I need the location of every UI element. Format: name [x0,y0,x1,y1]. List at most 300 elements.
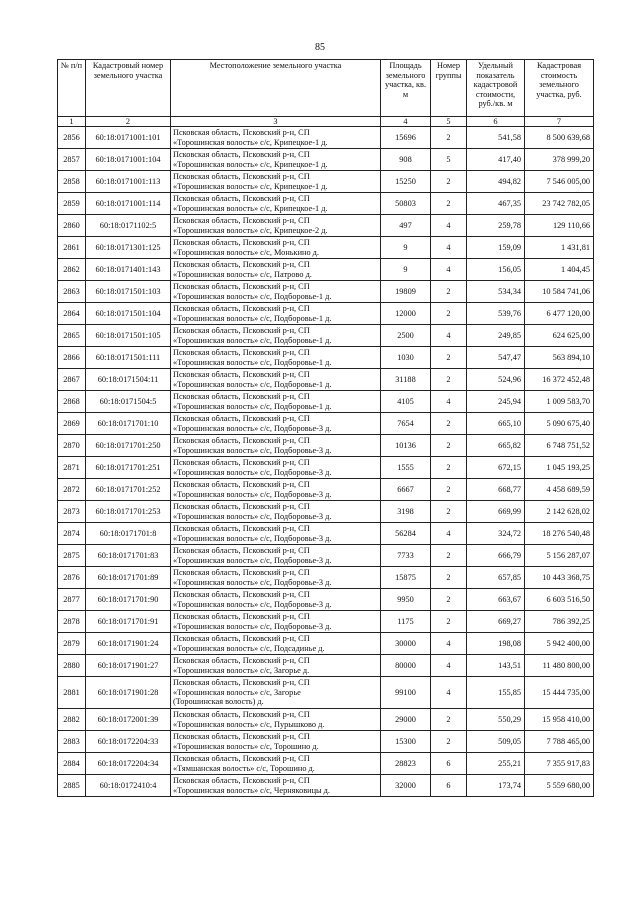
location-cell [171,545,381,567]
cadastral-number-cell: 60:18:0172204:33 [86,731,171,753]
specific-value-cell: 255,21 [467,753,525,775]
location-line: «Торошинская волость» с/с, Подборовье-3 д. [173,423,332,433]
specific-value-cell: 524,96 [467,369,525,391]
area-cell: 1175 [381,611,431,633]
row-number-cell: 2864 [58,303,86,325]
location-cell [171,633,381,655]
location-line: Псковская область, Псковский р-н, СП [173,150,310,160]
row-number-cell: 2862 [58,259,86,281]
cadastral-value-cell: 5 559 680,00 [525,775,594,797]
group-number-cell: 2 [431,589,467,611]
cadastral-number-cell: 60:18:0172001:39 [86,709,171,731]
group-number-cell: 4 [431,259,467,281]
location-line: «Торошинская волость» с/с, Подборовье-3 д. [173,555,332,565]
row-number-cell: 2882 [58,709,86,731]
specific-value-cell: 547,47 [467,347,525,369]
location-cell [171,369,381,391]
location-cell [171,215,381,237]
cadastral-value-cell: 5 090 675,40 [525,413,594,435]
area-cell: 50803 [381,193,431,215]
cadastral-number-cell: 60:18:0171501:103 [86,281,171,303]
location-cell [171,127,381,149]
location-line: «Торошинская волость» с/с, Подборовье-1 д. [173,357,332,367]
area-cell: 1555 [381,457,431,479]
row-number-cell: 2876 [58,567,86,589]
cadastral-value-cell: 7 355 917,83 [525,753,594,775]
group-number-cell: 2 [431,709,467,731]
location-cell [171,171,381,193]
area-cell: 12000 [381,303,431,325]
specific-value-cell: 198,08 [467,633,525,655]
area-cell: 15696 [381,127,431,149]
cadastral-value-cell: 6 603 516,50 [525,589,594,611]
location-line: Псковская область, Псковский р-н, СП [173,590,310,600]
location-line: Псковская область, Псковский р-н, СП [173,568,310,578]
location-line: «Торошинская волость» с/с, Крипецкое-1 д. [173,137,328,147]
column-header: Местоположение земельного участка [171,60,381,117]
cadastral-number-cell: 60:18:0171701:91 [86,611,171,633]
table-row [58,479,594,501]
location-line: «Торошинская волость» с/с, Монькино д. [173,247,319,257]
table-row [58,677,594,709]
group-number-cell: 4 [431,325,467,347]
specific-value-cell: 155,85 [467,677,525,709]
cadastral-value-cell: 7 546 005,00 [525,171,594,193]
row-number-cell: 2856 [58,127,86,149]
cadastral-value-cell: 563 894,10 [525,347,594,369]
location-line: Псковская область, Псковский р-н, СП [173,172,310,182]
table-row [58,149,594,171]
location-line: «Торошинская волость» с/с, Подборовье-3 д. [173,599,332,609]
cadastral-number-cell: 60:18:0171504:5 [86,391,171,413]
cadastral-number-cell: 60:18:0171001:104 [86,149,171,171]
area-cell: 1030 [381,347,431,369]
area-cell: 29000 [381,709,431,731]
cadastral-value-cell: 7 788 465,00 [525,731,594,753]
location-line: Псковская область, Псковский р-н, СП [173,678,310,688]
specific-value-cell: 534,34 [467,281,525,303]
table-row [58,215,594,237]
specific-value-cell: 541,58 [467,127,525,149]
table-row [58,589,594,611]
cadastral-value-cell: 10 443 368,75 [525,567,594,589]
page-number: 85 [315,42,325,53]
location-line: «Торошинская волость» с/с, Подборовье-1 д. [173,401,332,411]
column-header: Кадастровая стоимость земельного участка, руб. [525,60,594,117]
location-cell [171,237,381,259]
area-cell: 56284 [381,523,431,545]
cadastral-number-cell: 60:18:0171102:5 [86,215,171,237]
table-row [58,523,594,545]
cadastral-number-cell: 60:18:0171701:250 [86,435,171,457]
location-cell [171,413,381,435]
table-header-row [58,60,594,117]
table-row [58,457,594,479]
group-number-cell: 5 [431,149,467,171]
specific-value-cell: 657,85 [467,567,525,589]
location-cell [171,655,381,677]
location-line: Псковская область, Псковский р-н, СП [173,392,310,402]
cadastral-value-cell: 624 625,00 [525,325,594,347]
area-cell: 9 [381,259,431,281]
column-number: 7 [525,117,594,127]
area-cell: 19809 [381,281,431,303]
cadastral-value-cell: 5 156 287,07 [525,545,594,567]
specific-value-cell: 324,72 [467,523,525,545]
cadastral-number-cell: 60:18:0171701:10 [86,413,171,435]
cadastral-number-cell: 60:18:0171401:143 [86,259,171,281]
specific-value-cell: 672,15 [467,457,525,479]
group-number-cell: 6 [431,753,467,775]
specific-value-cell: 665,10 [467,413,525,435]
location-line: «Торошинская волость» с/с, Подборовье-3 д. [173,533,332,543]
cadastral-value-cell: 5 942 400,00 [525,633,594,655]
location-cell [171,259,381,281]
table-body [58,127,594,797]
group-number-cell: 2 [431,567,467,589]
location-line: «Торошинская волость» с/с, Патрово д. [173,269,312,279]
group-number-cell: 2 [431,171,467,193]
area-cell: 6667 [381,479,431,501]
group-number-cell: 4 [431,215,467,237]
group-number-cell: 6 [431,775,467,797]
location-line: «Торошинская волость» с/с, Крипецкое-1 д. [173,159,328,169]
table-row [58,193,594,215]
specific-value-cell: 143,51 [467,655,525,677]
specific-value-cell: 669,27 [467,611,525,633]
table-row [58,259,594,281]
area-cell: 7654 [381,413,431,435]
row-number-cell: 2885 [58,775,86,797]
table-row [58,171,594,193]
row-number-cell: 2880 [58,655,86,677]
row-number-cell: 2874 [58,523,86,545]
cadastral-value-cell: 11 480 800,00 [525,655,594,677]
table-row [58,237,594,259]
specific-value-cell: 669,99 [467,501,525,523]
group-number-cell: 4 [431,655,467,677]
location-line: Псковская область, Псковский р-н, СП [173,238,310,248]
specific-value-cell: 668,77 [467,479,525,501]
location-line: «Торошинская волость» с/с, Подборовье-3 д. [173,577,332,587]
table-row [58,567,594,589]
area-cell: 2500 [381,325,431,347]
cadastral-number-cell: 60:18:0171501:111 [86,347,171,369]
table-row [58,775,594,797]
area-cell: 15250 [381,171,431,193]
specific-value-cell: 467,35 [467,193,525,215]
specific-value-cell: 665,82 [467,435,525,457]
area-cell: 99100 [381,677,431,709]
table-row [58,325,594,347]
location-line: Псковская область, Псковский р-н, СП [173,776,310,786]
area-cell: 3198 [381,501,431,523]
group-number-cell: 2 [431,303,467,325]
table-row [58,633,594,655]
group-number-cell: 2 [431,545,467,567]
table-row [58,435,594,457]
location-cell [171,325,381,347]
area-cell: 80000 [381,655,431,677]
column-number: 4 [381,117,431,127]
group-number-cell: 2 [431,457,467,479]
area-cell: 30000 [381,633,431,655]
row-number-cell: 2863 [58,281,86,303]
cadastral-value-cell: 1 431,81 [525,237,594,259]
cadastral-value-cell: 8 500 639,68 [525,127,594,149]
location-line: «Торошинская волость» с/с, Подборовье-3 д. [173,467,332,477]
table-row [58,347,594,369]
cadastral-number-cell: 60:18:0171701:83 [86,545,171,567]
row-number-cell: 2871 [58,457,86,479]
location-line: Псковская область, Псковский р-н, СП [173,326,310,336]
column-number-row [58,117,594,127]
table-row [58,611,594,633]
group-number-cell: 4 [431,523,467,545]
location-line: Псковская область, Псковский р-н, СП [173,216,310,226]
location-cell [171,347,381,369]
location-line: Псковская область, Псковский р-н, СП [173,754,310,764]
row-number-cell: 2875 [58,545,86,567]
group-number-cell: 2 [431,193,467,215]
specific-value-cell: 666,79 [467,545,525,567]
specific-value-cell: 509,05 [467,731,525,753]
location-line: Псковская область, Псковский р-н, СП [173,612,310,622]
group-number-cell: 2 [431,479,467,501]
specific-value-cell: 550,29 [467,709,525,731]
cadastral-number-cell: 60:18:0171701:90 [86,589,171,611]
location-cell [171,567,381,589]
location-cell [171,731,381,753]
area-cell: 497 [381,215,431,237]
cadastral-value-cell: 1 045 193,25 [525,457,594,479]
column-header: № п/п [58,60,86,117]
area-cell: 32000 [381,775,431,797]
location-line: «Торошинская волость» с/с, Подборовье-3 д. [173,445,332,455]
area-cell: 10136 [381,435,431,457]
location-cell [171,611,381,633]
location-line: «Торошинская волость» с/с, Подборовье-1 д. [173,335,332,345]
row-number-cell: 2877 [58,589,86,611]
location-line: «Торошинская волость» с/с, Подсадинье д. [173,643,325,653]
group-number-cell: 2 [431,369,467,391]
cadastral-value-cell: 4 458 689,59 [525,479,594,501]
location-cell [171,753,381,775]
cadastral-number-cell: 60:18:0172204:34 [86,753,171,775]
location-line: «Торошинская волость» с/с, Загорье д. [173,665,310,675]
row-number-cell: 2881 [58,677,86,709]
column-header: Площадь земельного участка, кв. м [381,60,431,117]
table-row [58,127,594,149]
cadastral-value-cell: 129 110,66 [525,215,594,237]
cadastral-value-cell: 15 444 735,00 [525,677,594,709]
cadastral-value-cell: 2 142 628,02 [525,501,594,523]
cadastral-value-cell: 378 999,20 [525,149,594,171]
location-line: «Торошинская волость» с/с, Черняковицы д. [173,785,330,795]
row-number-cell: 2865 [58,325,86,347]
cadastral-value-cell: 6 748 751,52 [525,435,594,457]
location-line: Псковская область, Псковский р-н, СП [173,502,310,512]
location-line: Псковская область, Псковский р-н, СП [173,304,310,314]
column-header: Кадастровый номер земельного участка [86,60,171,117]
table-row [58,501,594,523]
table-row [58,655,594,677]
location-line: «Торошинская волость» с/с, Пурышково д. [173,719,325,729]
location-cell [171,435,381,457]
location-line: Псковская область, Псковский р-н, СП [173,634,310,644]
table-row [58,731,594,753]
location-line: Псковская область, Псковский р-н, СП [173,128,310,138]
location-line: Псковская область, Псковский р-н, СП [173,194,310,204]
column-number: 2 [86,117,171,127]
specific-value-cell: 259,78 [467,215,525,237]
location-cell [171,677,381,709]
row-number-cell: 2867 [58,369,86,391]
cadastral-number-cell: 60:18:0171701:8 [86,523,171,545]
specific-value-cell: 156,05 [467,259,525,281]
row-number-cell: 2873 [58,501,86,523]
table-row [58,369,594,391]
location-cell [171,501,381,523]
cadastral-number-cell: 60:18:0171001:101 [86,127,171,149]
location-line: Псковская область, Псковский р-н, СП [173,656,310,666]
location-cell [171,281,381,303]
cadastral-number-cell: 60:18:0171901:27 [86,655,171,677]
group-number-cell: 2 [431,281,467,303]
location-cell [171,523,381,545]
cadastral-value-cell: 15 958 410,00 [525,709,594,731]
location-line: Псковская область, Псковский р-н, СП [173,458,310,468]
location-line: Псковская область, Псковский р-н, СП [173,414,310,424]
location-cell [171,709,381,731]
cadastral-value-cell: 16 372 452,48 [525,369,594,391]
cadastral-value-cell: 1 404,45 [525,259,594,281]
location-line: «Торошинская волость» с/с, Торошино д. [173,741,319,751]
cadastral-number-cell: 60:18:0171701:253 [86,501,171,523]
location-line: Псковская область, Псковский р-н, СП [173,732,310,742]
row-number-cell: 2883 [58,731,86,753]
location-line: «Торошинская волость» с/с, Подборовье-3 д. [173,489,332,499]
location-line: «Торошинская волость» с/с, Загорье [173,687,301,697]
row-number-cell: 2866 [58,347,86,369]
table-row [58,709,594,731]
location-line: «Торошинская волость» с/с, Подборовье-3 д. [173,511,332,521]
location-line: Псковская область, Псковский р-н, СП [173,524,310,534]
group-number-cell: 2 [431,731,467,753]
row-number-cell: 2879 [58,633,86,655]
table-row [58,303,594,325]
row-number-cell: 2857 [58,149,86,171]
location-line: «Торошинская волость» с/с, Крипецкое-1 д. [173,203,328,213]
cadastral-value-cell: 786 392,25 [525,611,594,633]
area-cell: 908 [381,149,431,171]
cadastral-number-cell: 60:18:0171501:104 [86,303,171,325]
location-line: «Тямшанская волость» с/с, Торошино д. [173,763,315,773]
row-number-cell: 2858 [58,171,86,193]
cadastral-number-cell: 60:18:0171701:251 [86,457,171,479]
group-number-cell: 2 [431,127,467,149]
location-line: «Торошинская волость» с/с, Подборовье-1 д. [173,379,332,389]
cadastral-value-cell: 10 584 741,06 [525,281,594,303]
area-cell: 7733 [381,545,431,567]
row-number-cell: 2878 [58,611,86,633]
location-line: Псковская область, Псковский р-н, СП [173,436,310,446]
area-cell: 31188 [381,369,431,391]
location-line: «Торошинская волость» с/с, Крипецкое-2 д. [173,225,328,235]
location-cell [171,193,381,215]
row-number-cell: 2869 [58,413,86,435]
cadastral-number-cell: 60:18:0171504:11 [86,369,171,391]
column-number: 6 [467,117,525,127]
location-line: «Торошинская волость» с/с, Подборовье-1 д. [173,313,332,323]
cadastral-number-cell: 60:18:0171501:105 [86,325,171,347]
location-cell [171,479,381,501]
location-cell [171,303,381,325]
location-cell [171,457,381,479]
cadastral-number-cell: 60:18:0171301:125 [86,237,171,259]
cadastral-number-cell: 60:18:0172410:4 [86,775,171,797]
specific-value-cell: 539,76 [467,303,525,325]
specific-value-cell: 245,94 [467,391,525,413]
column-number: 1 [58,117,86,127]
table-row [58,413,594,435]
cadastral-number-cell: 60:18:0171001:113 [86,171,171,193]
column-header: Удельный показатель кадастровой стоимости, руб./кв. м [467,60,525,117]
group-number-cell: 4 [431,391,467,413]
row-number-cell: 2860 [58,215,86,237]
specific-value-cell: 159,09 [467,237,525,259]
specific-value-cell: 173,74 [467,775,525,797]
table-row [58,281,594,303]
area-cell: 9950 [381,589,431,611]
group-number-cell: 2 [431,611,467,633]
location-cell [171,775,381,797]
row-number-cell: 2868 [58,391,86,413]
group-number-cell: 2 [431,347,467,369]
group-number-cell: 2 [431,413,467,435]
area-cell: 9 [381,237,431,259]
area-cell: 4105 [381,391,431,413]
column-number: 5 [431,117,467,127]
cadastral-value-cell: 1 009 583,70 [525,391,594,413]
location-cell [171,589,381,611]
table-row [58,545,594,567]
cadastral-value-table [57,59,594,797]
specific-value-cell: 417,40 [467,149,525,171]
cadastral-value-cell: 23 742 782,05 [525,193,594,215]
cadastral-number-cell: 60:18:0171901:28 [86,677,171,709]
table-row [58,391,594,413]
group-number-cell: 4 [431,677,467,709]
row-number-cell: 2872 [58,479,86,501]
location-line: Псковская область, Псковский р-н, СП [173,710,310,720]
specific-value-cell: 249,85 [467,325,525,347]
specific-value-cell: 663,67 [467,589,525,611]
row-number-cell: 2859 [58,193,86,215]
specific-value-cell: 494,82 [467,171,525,193]
cadastral-number-cell: 60:18:0171901:24 [86,633,171,655]
area-cell: 15300 [381,731,431,753]
group-number-cell: 4 [431,633,467,655]
cadastral-value-cell: 6 477 120,00 [525,303,594,325]
group-number-cell: 2 [431,435,467,457]
row-number-cell: 2861 [58,237,86,259]
cadastral-value-cell: 18 276 540,48 [525,523,594,545]
group-number-cell: 2 [431,501,467,523]
location-cell [171,149,381,171]
location-line: Псковская область, Псковский р-н, СП [173,282,310,292]
location-line: Псковская область, Псковский р-н, СП [173,348,310,358]
